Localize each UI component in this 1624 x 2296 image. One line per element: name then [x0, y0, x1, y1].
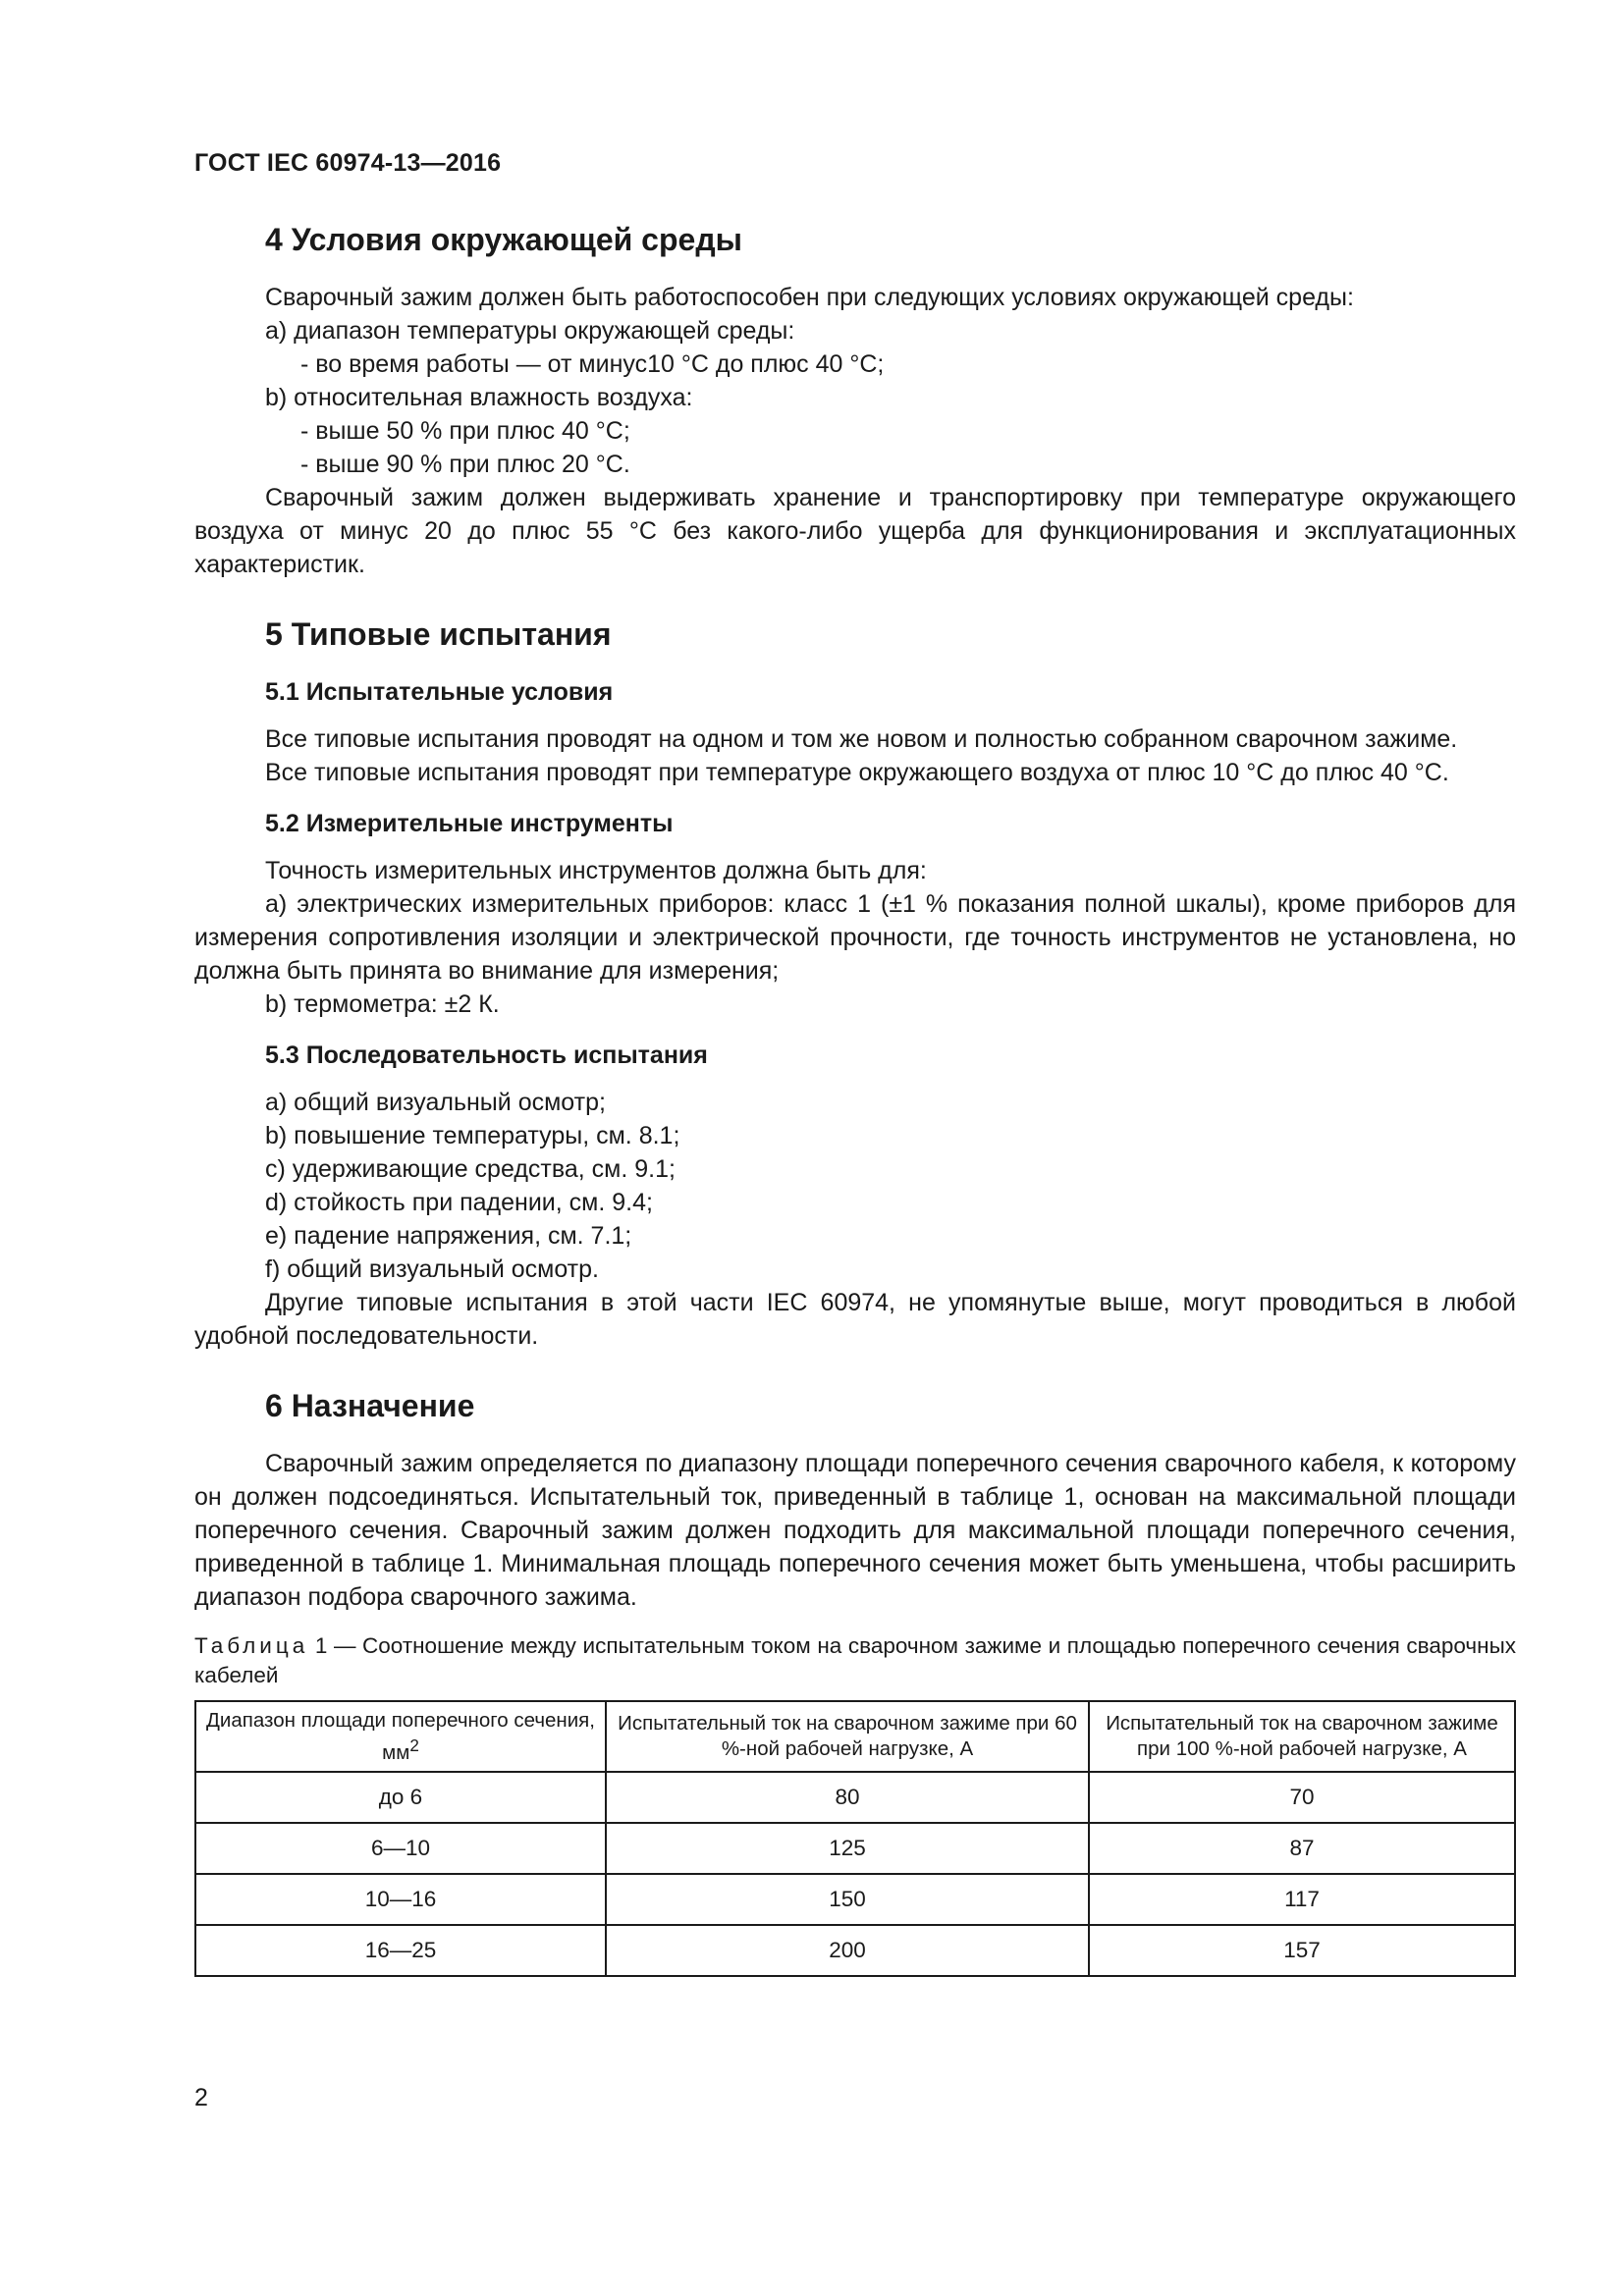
table-cell: 10—16 [195, 1874, 606, 1925]
section-4-item-b2: - выше 90 % при плюс 20 °С. [300, 451, 630, 478]
section-5-3-item: f) общий визуальный осмотр. [265, 1255, 599, 1283]
table-cell: 70 [1089, 1772, 1515, 1823]
section-5-3-para: Другие типовые испытания в этой части IEC 60974, не упомянутые выше, могут проводиться в любой удобной последовательности. [194, 1289, 1516, 1350]
table-cell: 117 [1089, 1874, 1515, 1925]
running-header: ГОСТ IEC 60974-13—2016 [194, 149, 502, 177]
section-5-title: 5 Типовые испытания [265, 616, 612, 652]
section-5-1-para-2: Все типовые испытания проводят при температуре окружающего воздуха от плюс 10 °С до плюс 40 °С. [265, 759, 1449, 786]
table-header-cell: Испытательный ток на сварочном зажиме при 60 %-ной рабочей нагрузке, А [606, 1701, 1089, 1772]
section-5-3-item: d) стойкость при падении, см. 9.4; [265, 1189, 653, 1216]
table-row [195, 1823, 1515, 1874]
section-5-1-para-1: Все типовые испытания проводят на одном и том же новом и полностью собранном сварочном зажиме. [265, 725, 1458, 753]
table-1-caption [194, 1631, 1516, 1690]
table-cell: 125 [606, 1823, 1089, 1874]
section-4-item-b: b) относительная влажность воздуха: [265, 384, 693, 411]
table-header-superscript: 2 [409, 1735, 419, 1755]
table-row [195, 1772, 1515, 1823]
table-1-caption-label: Таблица [194, 1633, 309, 1658]
table-cell: 157 [1089, 1925, 1515, 1976]
page-number: 2 [194, 2084, 208, 2111]
table-cell: 6—10 [195, 1823, 606, 1874]
section-4-item-a: a) диапазон температуры окружающей среды: [265, 317, 795, 345]
page-content [194, 220, 1516, 1977]
section-5-2-para-1: Точность измерительных инструментов должна быть для: [265, 857, 927, 884]
table-cell: 200 [606, 1925, 1089, 1976]
table-header-cell: Испытательный ток на сварочном зажиме при 100 %-ной рабочей нагрузке, А [1089, 1701, 1515, 1772]
section-4-item-b1: - выше 50 % при плюс 40 °С; [300, 417, 630, 445]
table-cell: до 6 [195, 1772, 606, 1823]
section-5-2-title: 5.2 Измерительные инструменты [265, 810, 674, 837]
table-header-text: Диапазон площади поперечного сечения, мм [206, 1708, 595, 1764]
table-cell: 87 [1089, 1823, 1515, 1874]
table-cell: 150 [606, 1874, 1089, 1925]
section-5-3-item: e) падение напряжения, см. 7.1; [265, 1222, 632, 1250]
table-1-caption-text: 1 — Соотношение между испытательным током на сварочном зажиме и площадью поперечного сечения сварочных кабелей [194, 1633, 1516, 1687]
table-cell: 80 [606, 1772, 1089, 1823]
section-5-1-title: 5.1 Испытательные условия [265, 678, 614, 706]
table-header-cell [195, 1701, 606, 1772]
section-4-title: 4 Условия окружающей среды [265, 222, 742, 257]
table-header-row [195, 1701, 1515, 1772]
section-5-3-item: a) общий визуальный осмотр; [265, 1089, 606, 1116]
section-6-title: 6 Назначение [265, 1388, 475, 1423]
table-row [195, 1925, 1515, 1976]
section-4-intro: Сварочный зажим должен быть работоспособен при следующих условиях окружающей среды: [265, 284, 1354, 311]
section-5-2-item-b: b) термометра: ±2 К. [265, 990, 500, 1018]
section-5-2-item-a: a) электрических измерительных приборов: класс 1 (±1 % показания полной шкалы), кроме приборов для измерения сопротивления изоляции и электрической прочности, где точность инструментов не установлена, но должна быть принята во внимание для измерения; [194, 890, 1516, 985]
section-6-para: Сварочный зажим определяется по диапазону площади поперечного сечения сварочного кабеля, к которому он должен подсоединяться. Испытательный ток, приведенный в таблице 1, основан на максимальной площади поперечного сечения. Сварочный зажим должен подходить для максимальной площади поперечного сечения, приведенной в таблице 1. Минимальная площадь поперечного сечения может быть уменьшена, чтобы расширить диапазон подбора сварочного зажима. [194, 1450, 1516, 1611]
table-1 [194, 1700, 1516, 1977]
table-cell: 16—25 [195, 1925, 606, 1976]
section-4-item-a1: - во время работы — от минус10 °С до плюс 40 °С; [300, 350, 885, 378]
section-4-storage: Сварочный зажим должен выдерживать хранение и транспортировку при температуре окружающего воздуха от минус 20 до плюс 55 °С без какого-либо ущерба для функционирования и эксплуатационных характеристик. [194, 484, 1516, 578]
table-row [195, 1874, 1515, 1925]
section-5-3-item: c) удерживающие средства, см. 9.1; [265, 1155, 676, 1183]
section-5-3-title: 5.3 Последовательность испытания [265, 1041, 708, 1069]
section-5-3-item: b) повышение температуры, см. 8.1; [265, 1122, 680, 1149]
